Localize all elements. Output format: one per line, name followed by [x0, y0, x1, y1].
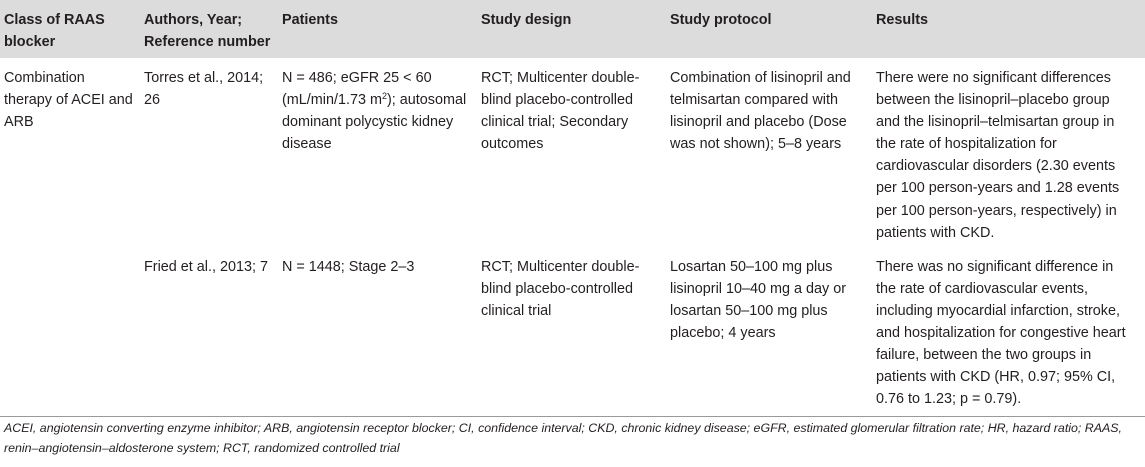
header-authors: Authors, Year; Reference number [144, 12, 271, 50]
table-footnote: ACEI, angiotensin converting enzyme inhibitor; ARB, angiotensin receptor blocker; CI, confidence interval; CKD, chronic kidney disease; eGFR, estimated glomerular filtration rate; HR, hazard ratio; RAAS, renin–angiotensin–aldosterone system; RCT, randomized controlled trial [4, 421, 1122, 455]
header-study-design: Study design [481, 12, 572, 28]
patients-text: N = 1448; Stage 2–3 [282, 258, 415, 275]
header-row [0, 0, 1145, 58]
cell-authors: Torres et al., 2014; 26 [144, 70, 264, 109]
cell-results: There were no significant differences between the lisinopril–placebo group and the lisinopril–telmisartan group in the rate of hospitalization for cardiovascular disorders (2.30 events per 100 person-years and 1.28 events per 100 person-years, respectively) in patients with CKD. [876, 70, 1120, 241]
table-body [0, 58, 1145, 417]
patients-text: N = 486; eGFR 25 < 60 (mL/min/1.73 m [282, 70, 432, 109]
cell-raas-class [0, 247, 134, 417]
patients-text-cont: ); autosomal dominant polycystic kidney disease [282, 92, 467, 153]
cell-study-design: RCT; Multicenter double-blind placebo-controlled clinical trial [477, 247, 666, 417]
cell-study-protocol: Losartan 50–100 mg plus lisinopril 10–40 mg a day or losartan 50–100 mg plus placebo; 4 years [666, 247, 870, 417]
table-row [0, 58, 1145, 247]
cell-study-protocol: Combination of lisinopril and telmisartan compared with lisinopril and placebo (Dose was not shown); 5–8 years [670, 70, 851, 153]
header-patients: Patients [282, 12, 338, 28]
cell-results: There was no significant difference in the rate of cardiovascular events, including myocardial infarction, stroke, and hospitalization for congestive heart failure, between the two groups in patients with CKD (HR, 0.97; 95% CI, 0.76 to 1.23; p = 0.79). [870, 247, 1145, 417]
cell-study-design: RCT; Multicenter double-blind placebo-controlled clinical trial; Secondary outcomes [481, 70, 640, 153]
header-raas-class: Class of RAAS blocker [4, 12, 105, 50]
header-results: Results [876, 12, 928, 28]
cell-patients [274, 58, 477, 247]
cell-patients [274, 247, 477, 417]
cell-authors: Fried et al., 2013; 7 [134, 247, 274, 417]
header-study-protocol: Study protocol [670, 12, 772, 28]
cell-raas-class: Combination therapy of ACEI and ARB [4, 70, 133, 131]
patients-superscript: 2 [381, 91, 387, 102]
table-header [0, 0, 1145, 58]
table-row [0, 247, 1145, 417]
